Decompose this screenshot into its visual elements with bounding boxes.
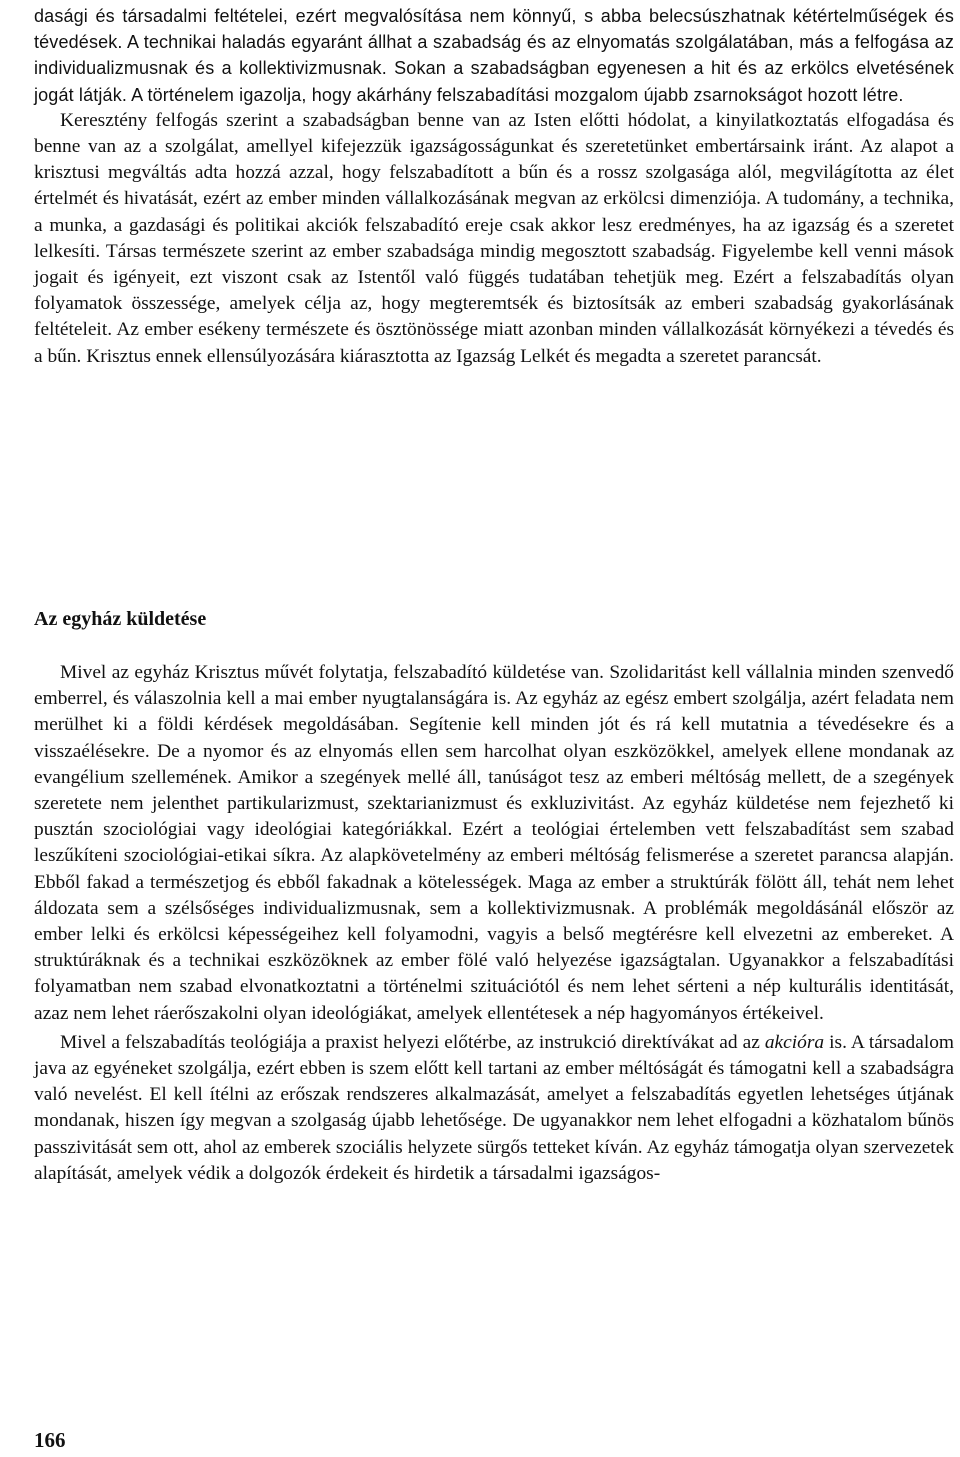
document-page	[34, 0, 954, 1457]
section-heading: Az egyház küldetése	[34, 608, 207, 630]
paragraph-4-end: is. A társadalom java az egyéneket szolgálja, ezért ebben is szem előtt kell tartani az ember méltóságát és támogatni kell a szabadságra való nevelést. El kell ítélni az erőszak rendszeres alkalmazását, amelyet a felszabadítás egyetlen lehetséges útjának mondanak, hiszen így megvan a szolgaság újabb lehetősége. De ugyanakkor nem lehet elfogadni a közhatalom bűnös passzivitását sem ott, ahol az emberek szociális helyzete sürgős tetteket kíván. Az egyház támogatja olyan szervezetek alapítását, amelyek védik a dolgozók érdekeit és hirdetik a társadalmi igazságos-	[34, 1031, 954, 1184]
paragraph-4-start: Mivel a felszabadítás teológiája a praxist helyezi előtérbe, az instrukció direktívákat ad az	[60, 1031, 765, 1053]
page-number: 166	[34, 1428, 66, 1452]
paragraph-4-italic: akcióra	[764, 1031, 825, 1053]
paragraph-2: Keresztény felfogás szerint a szabadságban benne van az Isten előtti hódolat, a kinyilatkoztatás elfogadása és benne van az a szolgálat, amellyel kifejezzük igazságosságunkat és szeretetünket embertársaink iránt. Az alapot a krisztusi megváltás adta hozzá azzal, hogy felszabadított a bűn és a rossz szolgasága alól, megvilágította az élet értelmét és hivatását, ezért az ember minden vállalkozásának megvan az erkölcsi dimenziója. A tudomány, a technika, a munka, a gazdasági és politikai akciók felszabadító ereje csak akkor lesz eredményes, ha az igazság és a szeretet lelkesíti. Társas természete szerint az ember szabadsága mindig megosztott szabadság. Figyelembe kell venni mások jogait és igényeit, ezt viszont csak az Istentől való függés tudatában tehetjük meg. Ezért a felszabadítás olyan folyamatok összessége, amelyek célja az, hogy megteremtsék és biztosítsák az emberi szabadság gyakorlásának feltételeit. Az ember esékeny természete és ösztönössége miatt azonban minden vállalkozását környékezi a tévedés és a bűn. Krisztus ennek ellensúlyozására kiárasztotta az Igazság Lelkét és megadta a szeretet parancsát.	[34, 109, 954, 367]
section-intro	[34, 3, 954, 370]
paragraph-3: Mivel az egyház Krisztus művét folytatja, felszabadító küldetése van. Szolidaritást kell vállalnia minden szenvedő emberrel, és válaszolnia kell a mai ember nyugtalanságára is. Az egyház az egész embert szolgálja, azért feladata nem merülhet ki a földi kérdések megoldásában. Segítenie kell minden jót és rá kell mutatnia a tévedésekre és a visszaélésekre. De a nyomor és az elnyomás ellen sem harcolhat olyan eszközökkel, amelyek ellene mondanak az evangélium szellemének. Amikor a szegények mellé áll, tanúságot tesz az emberi méltóság mellett, de a szegények szeretete nem jelenthet partikularizmust, szektarianizmust és exkluzivitást. Az egyház küldetése nem fejezhető ki pusztán szociológiai vagy ideológiai kategóriákkal. Ezért a teológiai értelemben vett felszabadítást sem szabad leszűkíteni szociológiai-etikai síkra. Az alapkövetelmény az emberi méltóság felismerése a szeretet parancsa alapján. Ebből fakad a természetjog és ebből fakadnak a kötelességek. Maga az ember a struktúrák fölött áll, tehát nem lehet áldozata sem a szélsőséges individualizmusnak, sem a kollektivizmusnak. A problémák megoldásánál először az ember lelki és erkölcsi képességeihez kell folyamodni, vagyis a belső megtérésre kell elvezetni az embereket. A struktúráknak és a technikai eszközöknek az ember fölé való helyezése igazságtalan. Ugyanakkor a felszabadítási folyamatban nem szabad elvonatkoztatni a történelmi szituációtól és nem lehet sérteni a nép kulturális identitását, azaz nem lehet ráerőszakolni olyan ideológiákat, amelyek ellentétesek a nép hagyományos értékeivel.	[34, 662, 954, 1024]
paragraph-4	[34, 1030, 954, 1187]
paragraph-1: dasági és társadalmi feltételei, ezért megvalósítása nem könnyű, s abba belecsúszhatnak kétértelműségek és tévedések. A technikai haladás egyaránt állhat a szabadság és az elnyomatás szolgálatában, más a felfogása az individualizmusnak és a kollektivizmusnak. Sokan a szabadságban egyenesen a hit és az erkölcs elvetésének jogát látják. A történelem igazolja, hogy akárhány felszabadítási mozgalom újabb zsarnokságot hozott létre.	[34, 6, 954, 105]
section-church-mission	[34, 660, 954, 1187]
